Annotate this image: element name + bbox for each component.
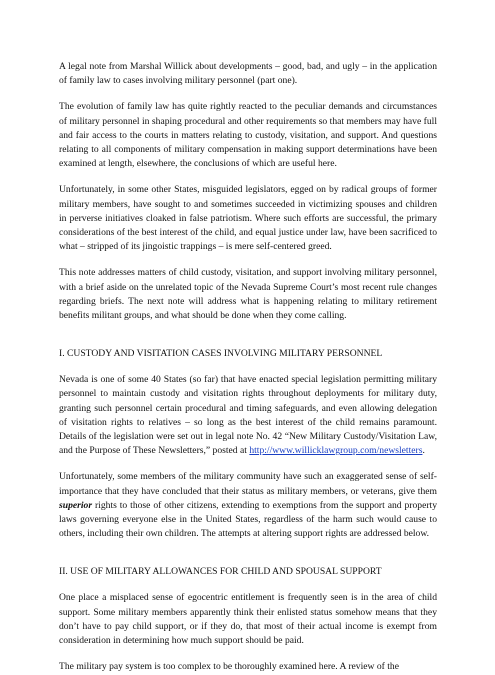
pay-system-paragraph: The military pay system is too complex to be thoroughly examined here. A review of the (59, 661, 399, 673)
nevada-text-end: . (422, 445, 425, 457)
evolution-paragraph: The evolution of family law has quite rightly reacted to the peculiar demands and circumstances of military personnel in shaping procedural and other requirements so that members may have full and fair access to the courts in matters relating to custody, visitation, and support. And questions relating to all components of military compensation in making support determinations have been examined at length, elsewhere, the conclusions of which are useful here. (59, 101, 437, 170)
self-importance-text: Unfortunately, some members of the military community have such an exaggerated sense of self-importance that they have concluded that their status as military members, or veterans, give them (59, 471, 437, 497)
spacer (59, 458, 437, 470)
legislators-paragraph: Unfortunately, in some other States, misguided legislators, egged on by radical groups of former military members, have sought to and sometimes succeeded in victimizing spouses and children in perverse initiatives cloaked in false patriotism. Where such efforts are successful, the primary considerations of the best interest of the child, and equal justice under law, have been sacrificed to what – stripped of its jingoistic trappings – is mere self-centered greed. (59, 184, 437, 253)
spacer (59, 323, 437, 347)
nevada-paragraph (59, 373, 437, 458)
spacer (59, 648, 437, 660)
spacer (59, 361, 437, 373)
entitlement-paragraph: One place a misplaced sense of egocentric entitlement is frequently seen is in the area of child support. Some military members apparently think their enlisted status somehow means that they don’t have to pay child support, or if they do, that most of their actual income is exempt from consideration in determining how much support should be paid. (59, 592, 437, 647)
newsletters-link[interactable]: http://www.willicklawgroup.com/newsletters (249, 445, 423, 457)
spacer (59, 254, 437, 266)
spacer (59, 579, 437, 591)
superior-emphasis: superior (59, 499, 93, 511)
section-heading-allowances: II. USE OF MILITARY ALLOWANCES FOR CHILD AND SPOUSAL SUPPORT (59, 566, 382, 578)
section-heading-custody: I. CUSTODY AND VISITATION CASES INVOLVING MILITARY PERSONNEL (59, 348, 383, 360)
self-importance-paragraph (59, 470, 437, 541)
spacer (59, 88, 437, 100)
scope-paragraph: This note addresses matters of child custody, visitation, and support involving military personnel, with a brief aside on the unrelated topic of the Nevada Supreme Court’s most recent rule changes regarding briefs. The next note will address what is happening relating to military retirement benefits militant groups, and what should be done when they come calling. (59, 267, 437, 322)
nevada-text: Nevada is one of some 40 States (so far) that have enacted special legislation permitting military personnel to maintain custody and visitation rights throughout deployments for military duty, granting such personnel certain procedural and timing safeguards, and even allowing delegation of visitation rights to relatives – so long as the best interest of the child remains paramount. Details of the legislation were set out in legal note No. 42 “New Military Custody/Visitation Law, and the Purpose of These Newsletters,” posted at (59, 374, 437, 457)
spacer (59, 171, 437, 183)
spacer (59, 541, 437, 565)
intro-paragraph: A legal note from Marshal Willick about developments – good, bad, and ugly – in the application of family law to cases involving military personnel (part one). (59, 61, 437, 87)
self-importance-text-end: rights to those of other citizens, extending to exemptions from the support and property laws governing everyone else in the United States, regardless of the harm such would cause to others, including their own children. The attempts at altering support rights are addressed below. (59, 499, 437, 540)
